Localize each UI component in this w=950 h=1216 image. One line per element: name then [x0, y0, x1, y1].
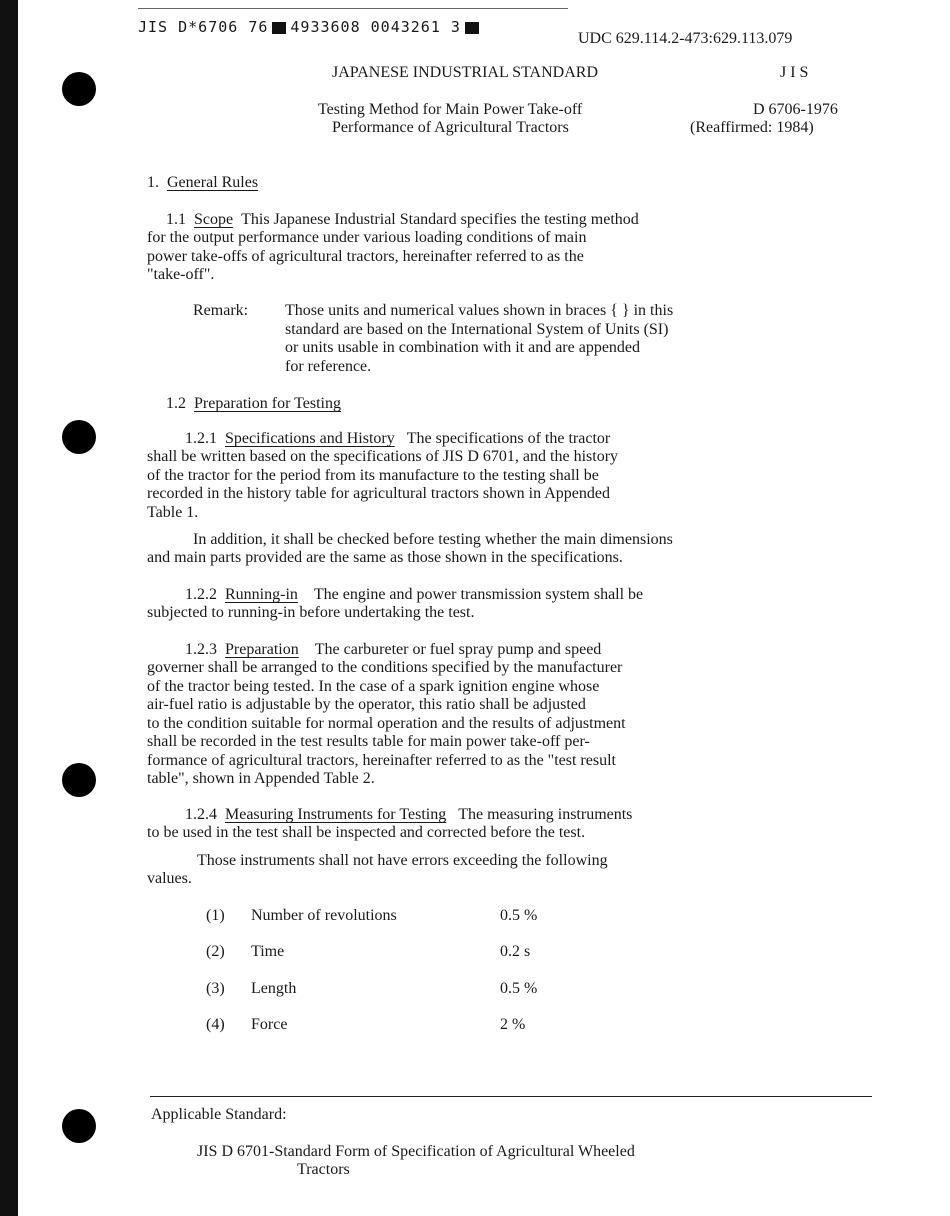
subclause-text: The engine and power transmission system shall be: [313, 586, 644, 603]
remark-body: [285, 302, 673, 376]
section-heading: [147, 174, 258, 193]
paragraph-line: for the output performance under various loading conditions of main: [147, 229, 587, 246]
clause-heading: [166, 395, 341, 414]
applicable-standard-line-1: JIS D 6701-Standard Form of Specification of Agricultural Wheeled: [197, 1143, 635, 1160]
standard-name: JAPANESE INDUSTRIAL STANDARD: [332, 64, 598, 81]
scope-line-1: [166, 211, 639, 230]
remark-label: Remark:: [193, 302, 249, 319]
list-item-label: Time: [251, 943, 285, 960]
list-item-value: 0.5 %: [500, 907, 538, 924]
list-item-index: (4): [206, 1016, 225, 1033]
subclause-1-2-3-first-line: [185, 641, 601, 660]
title-line-1: Testing Method for Main Power Take-off: [318, 101, 583, 118]
section-number: 1.: [147, 174, 159, 191]
subclause-title: Specifications and History: [225, 430, 395, 447]
applicable-standard-line-2: Tractors: [297, 1161, 350, 1178]
paragraph-line: shall be written based on the specifications of JIS D 6701, and the history: [147, 448, 619, 465]
paragraph-line: standard are based on the International System of Units (SI): [285, 320, 669, 338]
top-rule: [138, 8, 568, 9]
list-item-index: (2): [206, 943, 225, 960]
section-title: General Rules: [167, 174, 259, 191]
paragraph-line: table", shown in Appended Table 2.: [147, 770, 375, 787]
paragraph-line: air-fuel ratio is adjustable by the operator, this ratio shall be adjusted: [147, 696, 586, 713]
list-item-index: (1): [206, 907, 225, 924]
paragraph-line: governer shall be arranged to the conditions specified by the manufacturer: [147, 659, 623, 676]
black-square-icon: [465, 22, 479, 34]
paragraph-line: "take-off".: [147, 266, 215, 283]
subclause-text: The specifications of the tractor: [406, 430, 611, 447]
subclause-number: 1.2.1: [185, 430, 217, 447]
subclause-number: 1.2.3: [185, 641, 217, 658]
list-item-value: 0.5 %: [500, 980, 538, 997]
paragraph-line: recorded in the history table for agricultural tractors shown in Appended: [147, 485, 610, 502]
clause-title: Preparation for Testing: [194, 395, 341, 412]
code-left: JIS D*6706 76: [138, 18, 269, 36]
clause-number: 1.2: [166, 395, 186, 412]
clause-title: Scope: [194, 211, 234, 228]
subclause-text: The carbureter or fuel spray pump and speed: [314, 641, 602, 658]
paragraph-line: shall be recorded in the test results table for main power take-off per-: [147, 733, 590, 750]
punch-hole: [62, 763, 96, 797]
subclause-1-2-2-first-line: [185, 586, 643, 605]
reaffirmed: (Reaffirmed: 1984): [690, 119, 814, 136]
udc-code: UDC 629.114.2-473:629.113.079: [578, 30, 793, 47]
scope-body: [147, 229, 586, 285]
punch-hole: [62, 72, 96, 106]
clause-text: This Japanese Industrial Standard specifies the testing method: [241, 211, 639, 228]
black-square-icon: [272, 22, 286, 34]
jis-mark: J I S: [780, 64, 809, 81]
paragraph-line: formance of agricultural tractors, hereinafter referred to as the "test result: [147, 751, 616, 769]
title-line-2: Performance of Agricultural Tractors: [332, 119, 569, 136]
standard-number: D 6706-1976: [753, 101, 838, 118]
clause-number: 1.1: [166, 211, 186, 228]
subclause-1-2-1-first-line: [185, 430, 610, 449]
subclause-number: 1.2.4: [185, 806, 217, 823]
list-item-label: Number of revolutions: [251, 907, 397, 924]
subclause-1-2-1-body: [147, 448, 618, 522]
catalog-code: [138, 18, 483, 37]
subclause-title: Preparation: [225, 641, 299, 658]
subclause-number: 1.2.2: [185, 586, 217, 603]
paragraph-line: Those instruments shall not have errors exceeding the following: [197, 852, 608, 869]
paragraph-line: to be used in the test shall be inspected and corrected before the test.: [147, 824, 586, 841]
code-mid: 4933608 0043261 3: [290, 18, 461, 36]
scan-left-border: [0, 0, 18, 1216]
list-item-value: 0.2 s: [500, 943, 531, 960]
subclause-1-2-4-first-line: [185, 806, 632, 825]
paragraph-line: and main parts provided are the same as those shown in the specifications.: [147, 549, 623, 566]
list-item-value: 2 %: [500, 1016, 526, 1033]
paragraph-line: Table 1.: [147, 503, 199, 521]
footer-rule: [150, 1096, 872, 1097]
paragraph-line: or units usable in combination with it and are appended: [285, 339, 641, 356]
paragraph-line: to the condition suitable for normal operation and the results of adjustment: [147, 714, 626, 732]
subclause-title: Running-in: [225, 586, 298, 603]
punch-hole: [62, 420, 96, 454]
list-item-label: Force: [251, 1016, 288, 1033]
paragraph-line: In addition, it shall be checked before testing whether the main dimensions: [193, 531, 673, 548]
paragraph-line: Those units and numerical values shown in braces { } in this: [285, 302, 674, 319]
paragraph-line: values.: [147, 870, 192, 887]
list-item-label: Length: [251, 980, 297, 997]
paragraph-line: subjected to running-in before undertaking the test.: [147, 604, 475, 621]
paragraph-line: of the tractor being tested. In the case of a spark ignition engine whose: [147, 677, 600, 695]
paragraph-line: of the tractor for the period from its manufacture to the testing shall be: [147, 466, 599, 484]
punch-hole: [62, 1109, 96, 1143]
paragraph-line: for reference.: [285, 357, 372, 375]
subclause-text: The measuring instruments: [458, 806, 633, 823]
subclause-1-2-3-body: [147, 659, 626, 789]
paragraph-line: power take-offs of agricultural tractors, hereinafter referred to as the: [147, 247, 584, 265]
list-item-index: (3): [206, 980, 225, 997]
subclause-title: Measuring Instruments for Testing: [225, 806, 447, 823]
applicable-standard-label: Applicable Standard:: [151, 1106, 287, 1123]
